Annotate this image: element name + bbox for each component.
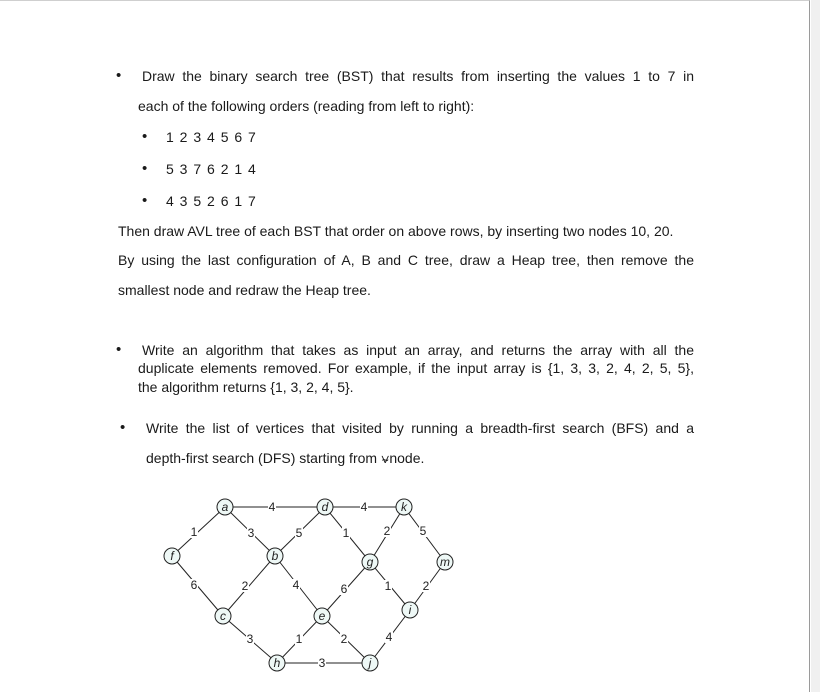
edge-weight-a-b: 3 <box>247 526 255 540</box>
edge-weight-e-g: 6 <box>340 582 348 596</box>
edge-weight-g-i: 1 <box>384 579 392 593</box>
edge-weight-h-e: 1 <box>295 632 303 646</box>
weighted-graph <box>150 490 470 680</box>
edge-weight-j-i: 4 <box>385 630 393 644</box>
node-label: j <box>368 656 372 670</box>
edge-weight-h-j: 3 <box>318 656 326 670</box>
edge-weight-g-k: 2 <box>383 524 391 538</box>
node-label: g <box>366 555 374 569</box>
edge-weight-d-k: 4 <box>360 500 368 514</box>
edge-weight-f-c: 6 <box>190 578 198 592</box>
node-k <box>396 499 412 515</box>
node-label: m <box>440 555 450 569</box>
node-m <box>437 554 453 570</box>
heap-instruction-line2: smallest node and redraw the Heap tree. <box>118 282 371 298</box>
avl-instruction: Then draw AVL tree of each BST that order on above rows, by inserting two nodes 10, 20. <box>118 223 674 239</box>
node-label: i <box>408 603 412 617</box>
order-2-bullet: • <box>142 160 148 177</box>
node-label: b <box>271 549 279 563</box>
node-b <box>267 548 283 564</box>
node-label: h <box>273 656 281 670</box>
node-j <box>362 655 378 671</box>
edge-weight-e-j: 2 <box>340 632 348 646</box>
edge-weight-b-c: 2 <box>241 579 249 593</box>
order-3: 4 3 5 2 6 1 7 <box>166 193 257 209</box>
q3-line2: depth-first search (DFS) starting from ⍱node. <box>146 450 425 466</box>
window-gutter <box>811 0 820 692</box>
q2-line3: the algorithm returns {1, 3, 2, 4, 5}. <box>138 379 354 395</box>
edge-f-a <box>172 507 225 556</box>
node-a <box>217 499 233 515</box>
node-label: k <box>401 500 407 514</box>
q1-line1: Draw the binary search tree (BST) that results from inserting the values 1 to 7 in <box>142 68 694 84</box>
edge-weight-f-a: 1 <box>190 525 198 539</box>
q1-bullet: • <box>116 67 122 84</box>
q3-bullet: • <box>120 419 126 436</box>
order-2: 5 3 7 6 2 1 4 <box>166 161 257 177</box>
node-i <box>402 602 418 618</box>
edge-weight-i-m: 2 <box>422 579 430 593</box>
edge-weight-b-e: 4 <box>292 578 300 592</box>
edge-weight-b-d: 5 <box>295 526 303 540</box>
node-label: a <box>221 500 229 514</box>
node-h <box>269 655 285 671</box>
node-label: e <box>318 609 326 623</box>
node-f <box>164 548 180 564</box>
edge-weight-d-g: 1 <box>342 526 350 540</box>
node-c <box>215 608 231 624</box>
q2-line2: duplicate elements removed. For example, if the input array is {1, 3, 3, 2, 4, 2, 5, 5}, <box>138 360 694 376</box>
order-1-bullet: • <box>142 128 148 145</box>
node-d <box>317 499 333 515</box>
node-label: d <box>321 500 329 514</box>
node-g <box>362 554 378 570</box>
edge-weight-k-m: 5 <box>419 524 427 538</box>
q2-bullet: • <box>116 341 122 358</box>
q2-line1: Write an algorithm that takes as input an array, and returns the array with all the <box>142 342 694 358</box>
node-label: c <box>220 609 226 623</box>
node-label: f <box>170 549 174 563</box>
edge-weight-c-h: 3 <box>246 632 254 646</box>
q3-line1: Write the list of vertices that visited by running a breadth-first search (BFS) and a <box>146 420 694 436</box>
order-3-bullet: • <box>142 192 148 209</box>
q1-line2: each of the following orders (reading from left to right): <box>138 98 475 114</box>
node-e <box>314 608 330 624</box>
heap-instruction-line1: By using the last configuration of A, B and C tree, draw a Heap tree, then remove the <box>118 252 694 268</box>
edge-weight-a-d: 4 <box>268 500 276 514</box>
order-1: 1 2 3 4 5 6 7 <box>166 129 257 145</box>
